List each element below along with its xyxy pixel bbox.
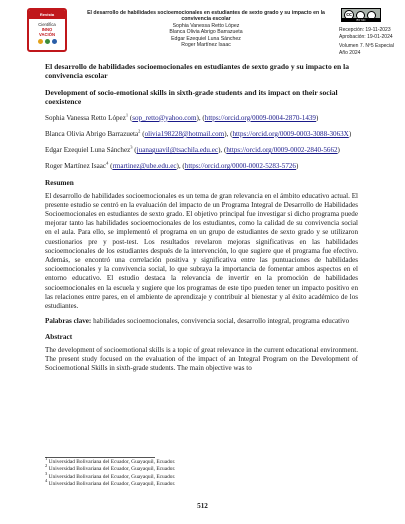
title-english: Development of socio-emotional skills in sixth-grade students and its impact on their social coexistence [45, 87, 338, 107]
article-body [45, 62, 358, 379]
running-header [86, 10, 326, 48]
footnote-text: Universidad Bolivariana del Ecuador, Guayaquil, Ecuador. [48, 480, 176, 487]
author-name: Roger Martínez Isaac [45, 162, 107, 171]
header-title-line1: El desarrollo de habilidades socioemocionales en estudiantes de sexto grado y su impacto en la [87, 10, 325, 16]
footnote-divider [45, 457, 155, 458]
keywords-text: habilidades socioemocionales, convivencia social, desarrollo integral, programa educativo [93, 317, 350, 326]
logo-dots [29, 39, 65, 44]
page-number: 512 [197, 502, 208, 510]
author-email-link[interactable]: sop_retto@yahoo.com [132, 113, 197, 122]
footnote-text: Universidad Bolivariana del Ecuador, Guayaquil, Ecuador. [48, 459, 176, 465]
header-author-2: Blanca Olivia Abrigo Barrazueta [169, 29, 243, 36]
author-sup: 2 [138, 128, 141, 134]
header-author-1: Sophia Vanessa Retto López [172, 22, 240, 29]
author-sup: 4 [106, 160, 109, 166]
author-1: Sophia Vanessa Retto López$^1$ (sop_retto@yahoo.com), (https://orcid.org/0009-0004-2870-1439) [45, 112, 319, 122]
resumen-heading: Resumen [45, 178, 74, 188]
footnote-sup: 4 [45, 478, 48, 484]
author-3: Edgar Ezequiel Luna Sánchez$^3$ (juanaguavil@tsachila.edu.ec), (https://orcid.org/0009-0002-2840-5662) [45, 144, 340, 155]
author-orcid-link[interactable]: https://orcid.org/0009-0003-3088-3063X [232, 129, 349, 138]
author-2: Blanca Olivia Abrigo Barrazueta$^2$ (olivia198228@hotmail.com), (https://orcid.org/0009-0003-3088-3063X) [45, 128, 352, 138]
author-orcid-link[interactable]: https://orcid.org/0009-0004-2870-1439 [204, 113, 316, 122]
keywords-label: Palabras clave: [45, 317, 92, 326]
license-label: BY NC [342, 18, 380, 22]
approved-date: Aprobación: 19-01-2024 [339, 33, 393, 40]
creative-commons-badge[interactable] [341, 8, 381, 22]
cc-icon: cc [344, 10, 354, 20]
logo-line2: INNO [41, 27, 53, 32]
footnote-text: Universidad Bolivariana del Ecuador, Guayaquil, Ecuador. [48, 473, 176, 480]
header-author-3: Edgar Ezequiel Luna Sánchez [171, 35, 241, 42]
footnotes [45, 456, 345, 488]
logo-line1: Científica [38, 22, 56, 27]
author-orcid-link[interactable]: https://orcid.org/0000-0002-5283-5726 [184, 162, 296, 171]
logo-line3: VACIÓN [39, 32, 55, 37]
publication-info [339, 27, 401, 56]
footnote-sup: 2 [45, 463, 48, 469]
footnote-4 [45, 478, 345, 488]
footnote-sup: 1 [45, 456, 48, 462]
footnote-text: Universidad Bolivariana del Ecuador, Guayaquil, Ecuador. [48, 466, 176, 473]
footnote-3 [45, 470, 345, 484]
received-date: Recepción: 19-11-2023 [339, 27, 391, 33]
footnote-2 [45, 463, 345, 473]
author-orcid-link[interactable]: https://orcid.org/0009-0002-2840-5662 [226, 146, 338, 155]
logo-top-label: Revista [29, 10, 65, 19]
volume-info: Volumen 7. Nº5 Especial [339, 43, 394, 50]
author-sup: 3 [130, 144, 133, 150]
author-name: Sophia Vanessa Retto López [45, 113, 126, 122]
author-4: Roger Martínez Isaac$^4$ (rmartinez@ube.edu.ec), (https://orcid.org/0000-0002-5283-5726) [45, 160, 299, 171]
author-name: Edgar Ezequiel Luna Sánchez [45, 146, 131, 155]
author-email-link[interactable]: rmartinez@ube.edu.ec [112, 162, 177, 171]
author-name: Blanca Olivia Abrigo Barrazueta [45, 129, 139, 138]
year-info: Año 2024 [339, 49, 361, 56]
resumen-text: El desarrollo de habilidades socioemocionales es un tema de gran relevancia en el ámbito educativo actual. El presente estudio se centró en la evaluación del impacto de un Programa Integral de Desarrollo de Habilidades Socioemocionales en estudiantes de sexto grado. El objetivo principal fue investigar si dicho programa puede mejorar tanto las habilidades socioemocionales de los estudiantes, como la calidad de su convivencia social en el aula. Para ello, se implementó el programa en un grupo de estudiantes de sexto grado y se utilizaron cuestionarios pre y post-test. Los resultados revelaron mejoras significativas en las habilidades socioemocionales de los estudiantes después de la intervención, lo que sugiere que el programa fue efectivo. Además, se encontró una correlación positiva y significativa entre las puntuaciones de habilidades socioemocionales y la convivencia social, lo que subraya la importancia de fomentar ambos aspectos en el entorno educativo. El estudio destaca la relevancia de invertir en la promoción de habilidades socioemocionales en la escuela y sugiere que los programas de este tipo pueden tener un impacto positivo en las relaciones entre pares, en el ambiente de aprendizaje y contribuir al bienestar y al éxito académico de los estudiantes. [45, 191, 358, 311]
journal-logo [27, 8, 67, 52]
abstract-heading: Abstract [45, 332, 73, 342]
author-sup: 1 [125, 112, 129, 118]
footnote-sup: 3 [45, 470, 48, 476]
author-email-link[interactable]: juanaguavil@tsachila.edu.ec [136, 146, 219, 155]
author-email-link[interactable]: olivia198228@hotmail.com [144, 129, 225, 138]
title-spanish: El desarrollo de habilidades socioemocionales en estudiantes de sexto grado y su impacto en la convivencia escolar [45, 62, 350, 81]
header-author-4: Roger Martínez Isaac [181, 42, 231, 49]
header-title-line2: convivencia escolar [181, 16, 231, 23]
keywords [45, 317, 358, 326]
abstract-text: The development of socioemotional skills is a topic of great relevance in the current educational environment. The present study focused on the evaluation of the impact of an Integral Program on the Development of Socioemotional Skills in sixth-grade students. The main objective was to [45, 345, 358, 373]
